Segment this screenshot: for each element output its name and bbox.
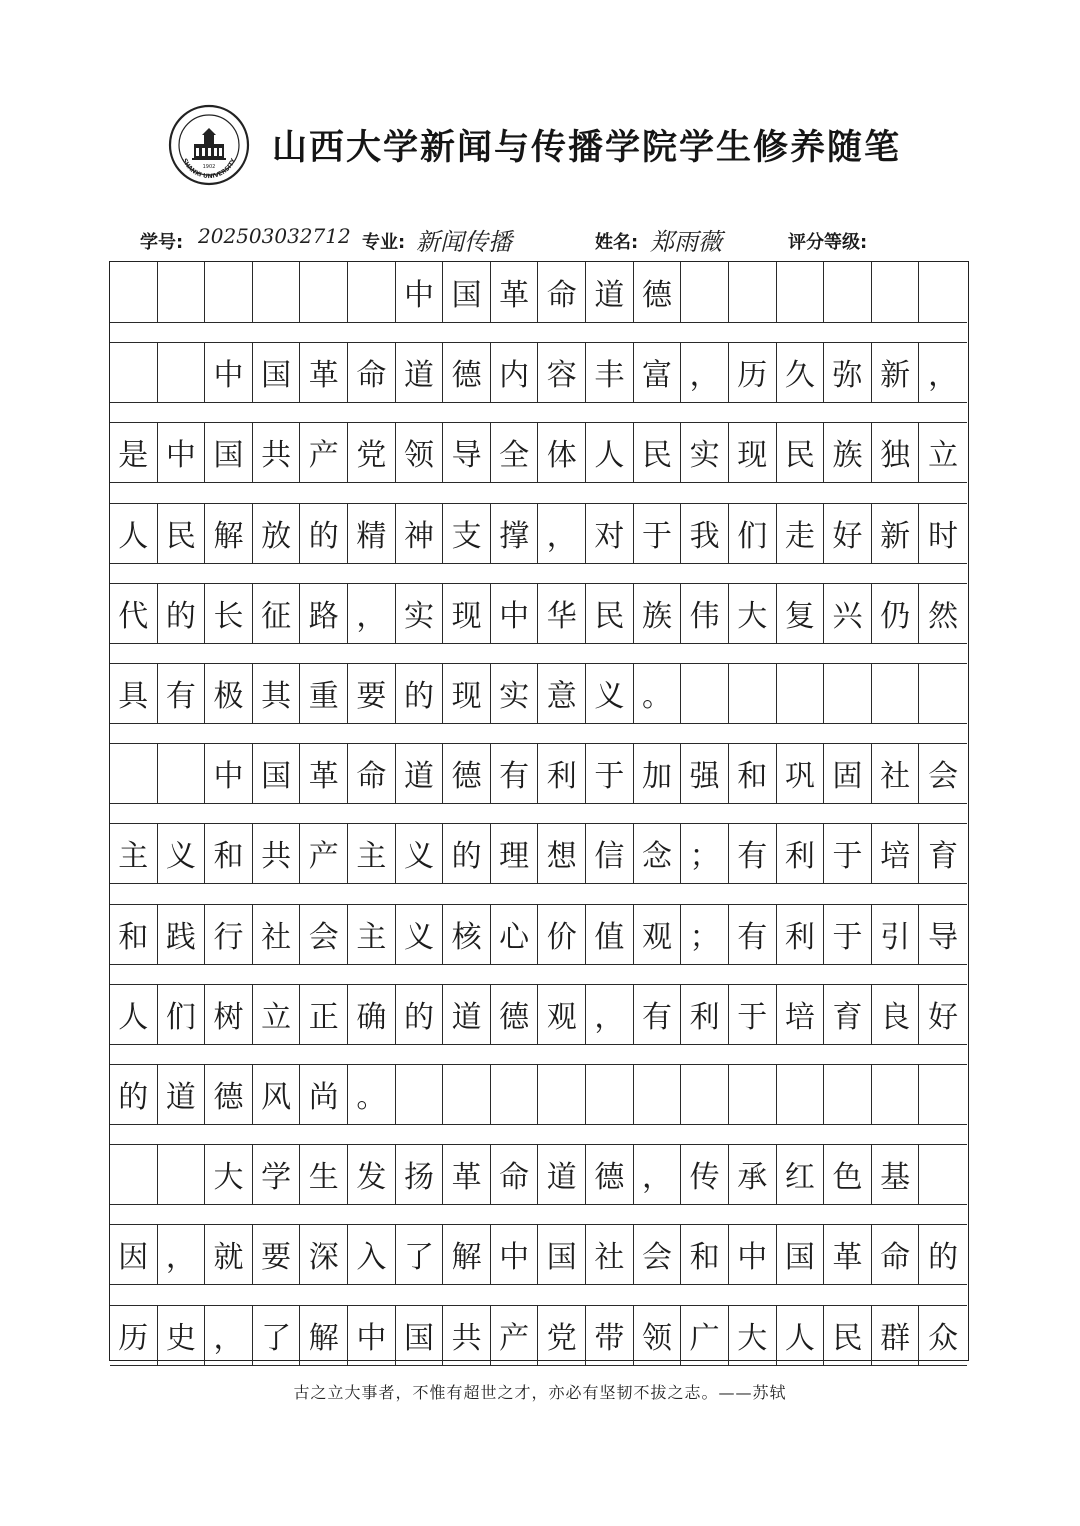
grid-cell: 国 [205, 422, 253, 482]
grid-cell: 于 [824, 823, 872, 883]
grid-cell: 国 [253, 342, 301, 402]
grid-cell [919, 1064, 967, 1124]
grid-row [110, 422, 967, 482]
grid-row [110, 904, 967, 964]
grid-cell: 丰 [586, 342, 634, 402]
grid-cell: 独 [872, 422, 920, 482]
grid-cell [348, 262, 396, 322]
grid-cell: 命 [348, 342, 396, 402]
grid-cell [443, 1064, 491, 1124]
grid-cell [777, 1064, 825, 1124]
grid-cell: 导 [443, 422, 491, 482]
grid-cell: 人 [777, 1305, 825, 1365]
grid-cell [110, 342, 158, 402]
grid-cell: 义 [158, 823, 206, 883]
grid-cell: 革 [300, 342, 348, 402]
grid-cell: 的 [300, 503, 348, 563]
grid-cell [110, 262, 158, 322]
grid-cell: 史 [158, 1305, 206, 1365]
grid-line [110, 1365, 967, 1366]
grid-cell: 发 [348, 1144, 396, 1204]
grid-cell: 解 [205, 503, 253, 563]
grid-cell: 神 [396, 503, 444, 563]
grid-cell: 命 [348, 743, 396, 803]
grid-cell: 重 [300, 663, 348, 723]
grid-cell: 红 [777, 1144, 825, 1204]
grid-cell: 有 [491, 743, 539, 803]
grid-cell: 放 [253, 503, 301, 563]
grid-cell: 实 [491, 663, 539, 723]
grid-cell: 新 [872, 342, 920, 402]
grid-cell [681, 663, 729, 723]
grid-cell: 固 [824, 743, 872, 803]
grid-cell: 和 [110, 904, 158, 964]
grid-cell: 就 [205, 1224, 253, 1284]
grid-cell: 具 [110, 663, 158, 723]
grid-cell: 社 [253, 904, 301, 964]
grid-cell: 加 [634, 743, 682, 803]
grid-cell [158, 743, 206, 803]
grid-cell [110, 1144, 158, 1204]
grid-cell: 华 [539, 583, 587, 643]
grid-cell [158, 1144, 206, 1204]
grid-cell [158, 262, 206, 322]
grid-cell: 共 [253, 823, 301, 883]
grid-cell: 和 [729, 743, 777, 803]
grid-cell [729, 262, 777, 322]
grid-cell: 兴 [824, 583, 872, 643]
grid-cell [205, 262, 253, 322]
grid-cell: 人 [110, 503, 158, 563]
grid-row [110, 1305, 967, 1365]
grid-line [110, 402, 967, 403]
grid-cell: 念 [634, 823, 682, 883]
grid-cell: 民 [777, 422, 825, 482]
grid-cell: 了 [253, 1305, 301, 1365]
grid-row [110, 1064, 967, 1124]
grid-cell: 党 [539, 1305, 587, 1365]
grid-cell: 德 [491, 984, 539, 1044]
grid-cell: 因 [110, 1224, 158, 1284]
grid-cell: 众 [928, 1320, 959, 1356]
grid-cell: 意 [539, 663, 587, 723]
grid-cell: 民 [824, 1305, 872, 1365]
grid-cell: 现 [443, 663, 491, 723]
grid-cell: 行 [205, 904, 253, 964]
seal-text: SHANXI UNIVERSITY [180, 157, 238, 181]
grid-cell: 们 [158, 984, 206, 1044]
grid-cell: 价 [539, 904, 587, 964]
grid-cell: 和 [681, 1224, 729, 1284]
grid-cell: 德 [443, 342, 491, 402]
grid-cell: 会 [928, 759, 959, 795]
grid-cell [872, 262, 920, 322]
grid-cell: 的 [158, 583, 206, 643]
grid-cell: 利 [777, 904, 825, 964]
grid-cell: 色 [824, 1144, 872, 1204]
grid-cell: ； [681, 823, 729, 883]
grid-cell: 德 [443, 743, 491, 803]
grid-cell: 树 [205, 984, 253, 1044]
grid-cell: 于 [824, 904, 872, 964]
grid-cell: 主 [348, 823, 396, 883]
grid-cell: 值 [586, 904, 634, 964]
name-label: 姓名: [595, 232, 639, 253]
major-label: 专业: [362, 232, 406, 253]
grid-cell: 培 [872, 823, 920, 883]
grid-cell: 富 [634, 342, 682, 402]
name-value: 郑雨薇 [650, 228, 722, 256]
grid-cell: 代 [110, 583, 158, 643]
grid-cell [586, 1064, 634, 1124]
grid-cell [158, 342, 206, 402]
grid-cell: 共 [443, 1305, 491, 1365]
grid-cell: 义 [396, 823, 444, 883]
grid-cell: 实 [681, 422, 729, 482]
grid-cell: 立 [253, 984, 301, 1044]
grid-cell: 人 [110, 984, 158, 1044]
grid-cell: 确 [348, 984, 396, 1044]
grid-cell: 义 [396, 904, 444, 964]
grid-cell [634, 1064, 682, 1124]
grid-cell [919, 1144, 967, 1204]
grid-cell: ， [928, 358, 959, 394]
grid-cell: 党 [348, 422, 396, 482]
grid-cell: 利 [777, 823, 825, 883]
grid-cell: 道 [396, 342, 444, 402]
grid-cell: 有 [729, 823, 777, 883]
grid-cell: ， [586, 984, 634, 1044]
grid-cell: 现 [443, 583, 491, 643]
grid-cell: 信 [586, 823, 634, 883]
major-value: 新闻传播 [416, 228, 512, 256]
grid-line [110, 1204, 967, 1205]
grid-cell: 解 [443, 1224, 491, 1284]
grid-cell: 导 [928, 919, 959, 955]
grid-cell: 实 [396, 583, 444, 643]
grid-cell: 新 [872, 503, 920, 563]
grid-cell: 要 [348, 663, 396, 723]
grid-cell: 极 [205, 663, 253, 723]
grid-cell: 历 [110, 1305, 158, 1365]
grid-cell: 产 [300, 823, 348, 883]
grid-cell: 的 [110, 1064, 158, 1124]
grid-cell [824, 663, 872, 723]
grid-row [110, 583, 967, 643]
grid-cell [110, 743, 158, 803]
grid-cell: 大 [205, 1144, 253, 1204]
grid-cell: ， [681, 342, 729, 402]
grid-cell: 生 [300, 1144, 348, 1204]
grid-cell: 族 [634, 583, 682, 643]
grid-cell: 中 [396, 262, 444, 322]
grid-cell: 践 [158, 904, 206, 964]
grid-cell: 支 [443, 503, 491, 563]
grid-cell: 革 [443, 1144, 491, 1204]
grid-cell: 社 [586, 1224, 634, 1284]
grid-line [110, 1284, 967, 1285]
grid-cell: ， [634, 1144, 682, 1204]
grid-cell: 会 [634, 1224, 682, 1284]
grid-line [110, 482, 967, 483]
grid-cell: ， [348, 583, 396, 643]
grid-cell: 人 [586, 422, 634, 482]
grid-cell: 中 [729, 1224, 777, 1284]
grid-cell: 引 [872, 904, 920, 964]
grid-cell: 民 [586, 583, 634, 643]
grid-cell: 中 [348, 1305, 396, 1365]
grid-cell: 于 [634, 503, 682, 563]
grid-cell: 革 [491, 262, 539, 322]
grid-cell: 主 [348, 904, 396, 964]
grid-cell: 入 [348, 1224, 396, 1284]
grid-cell: 国 [443, 262, 491, 322]
grid-cell: 民 [158, 503, 206, 563]
grid-cell: 产 [300, 422, 348, 482]
student-id-label: 学号: [140, 232, 184, 253]
grid-cell: 是 [110, 422, 158, 482]
grid-cell: 命 [872, 1224, 920, 1284]
grid-cell: 征 [253, 583, 301, 643]
grid-cell: 久 [777, 342, 825, 402]
grid-cell: 想 [539, 823, 587, 883]
grid-cell: 学 [253, 1144, 301, 1204]
grid-cell [681, 262, 729, 322]
grid-row [110, 743, 967, 803]
grid-cell: 产 [491, 1305, 539, 1365]
grid-cell: 了 [396, 1224, 444, 1284]
grid-cell: 道 [396, 743, 444, 803]
grid-cell: 社 [872, 743, 920, 803]
grid-cell: 路 [300, 583, 348, 643]
student-info-row [0, 222, 1080, 262]
grid-cell: 现 [729, 422, 777, 482]
grid-cell: 好 [824, 503, 872, 563]
grid-cell: 领 [396, 422, 444, 482]
grid-cell: 然 [928, 598, 959, 634]
grid-cell: 历 [729, 342, 777, 402]
grid-cell: ， [205, 1305, 253, 1365]
grid-cell: ， [539, 503, 587, 563]
grid-row [110, 262, 967, 322]
grid-cell: 有 [158, 663, 206, 723]
grid-line [110, 723, 967, 724]
grid-cell: 会 [300, 904, 348, 964]
grid-cell: 领 [634, 1305, 682, 1365]
grid-cell: 好 [928, 999, 959, 1035]
grid-row [110, 984, 967, 1044]
grid-cell: 解 [300, 1305, 348, 1365]
grid-cell: 容 [539, 342, 587, 402]
grid-cell: 利 [539, 743, 587, 803]
grid-cell: 族 [824, 422, 872, 482]
grid-cell: 伟 [681, 583, 729, 643]
grid-line [110, 964, 967, 965]
grid-cell: 革 [300, 743, 348, 803]
sheet-title: 山西大学新闻与传播学院学生修养随笔 [272, 128, 902, 168]
grid-cell: 我 [681, 503, 729, 563]
grid-cell: 有 [634, 984, 682, 1044]
grid-cell: 中 [491, 583, 539, 643]
grid-cell: 命 [491, 1144, 539, 1204]
grid-line [110, 563, 967, 564]
grid-cell: 长 [205, 583, 253, 643]
grid-cell: 于 [729, 984, 777, 1044]
grid-cell: 尚 [300, 1064, 348, 1124]
grid-cell [919, 663, 967, 723]
grid-cell: 全 [491, 422, 539, 482]
grid-cell: ； [681, 904, 729, 964]
grid-cell [824, 1064, 872, 1124]
grid-cell: 有 [729, 904, 777, 964]
grid-cell: 大 [729, 583, 777, 643]
grid-row [110, 823, 967, 883]
grid-cell: 观 [539, 984, 587, 1044]
grid-cell [777, 663, 825, 723]
grid-cell: 良 [872, 984, 920, 1044]
student-id-value: 202503032712 [198, 224, 351, 248]
grid-line [110, 803, 967, 804]
grid-cell: 其 [253, 663, 301, 723]
grid-cell: 要 [253, 1224, 301, 1284]
grid-cell [300, 262, 348, 322]
grid-cell: 命 [539, 262, 587, 322]
grid-cell: 观 [634, 904, 682, 964]
grid-cell: 传 [681, 1144, 729, 1204]
grid-line [110, 1044, 967, 1045]
grid-cell [919, 262, 967, 322]
grid-cell: 育 [928, 839, 959, 875]
grid-line [110, 643, 967, 644]
grid-cell: 基 [872, 1144, 920, 1204]
grid-row [110, 1224, 967, 1284]
grid-cell: 义 [586, 663, 634, 723]
grid-cell: 的 [396, 663, 444, 723]
grid-cell: 利 [681, 984, 729, 1044]
grid-cell [777, 262, 825, 322]
grid-cell: 的 [928, 1240, 959, 1276]
grid-cell: 扬 [396, 1144, 444, 1204]
grid-row [110, 342, 967, 402]
grid-cell: 立 [928, 438, 959, 474]
grid-cell: 心 [491, 904, 539, 964]
grid-cell: 中 [158, 422, 206, 482]
grid-cell: 中 [205, 342, 253, 402]
grid-cell: 民 [634, 422, 682, 482]
grid-cell: 培 [777, 984, 825, 1044]
grid-cell: 大 [729, 1305, 777, 1365]
seal-year: 1902 [202, 164, 216, 170]
grid-cell: 国 [539, 1224, 587, 1284]
grid-cell: 内 [491, 342, 539, 402]
grid-cell: 群 [872, 1305, 920, 1365]
grid-row [110, 503, 967, 563]
grid-cell: 。 [634, 663, 682, 723]
grid-cell: 承 [729, 1144, 777, 1204]
grid-cell: 体 [539, 422, 587, 482]
grid-cell: 国 [253, 743, 301, 803]
grid-cell: 带 [586, 1305, 634, 1365]
grid-row [110, 1144, 967, 1204]
grid-cell: 革 [824, 1224, 872, 1284]
grid-cell: 复 [777, 583, 825, 643]
grid-cell: 风 [253, 1064, 301, 1124]
grid-cell: 时 [928, 518, 959, 554]
grid-cell: ， [158, 1224, 206, 1284]
grid-line [110, 883, 967, 884]
grid-cell: 中 [491, 1224, 539, 1284]
grid-cell [824, 262, 872, 322]
grid-cell [253, 262, 301, 322]
grid-line [110, 1124, 967, 1125]
grid-cell: 们 [729, 503, 777, 563]
grid-cell: 中 [205, 743, 253, 803]
grid-cell: 。 [348, 1064, 396, 1124]
grid-cell: 于 [586, 743, 634, 803]
grid-cell: 道 [539, 1144, 587, 1204]
grid-cell: 核 [443, 904, 491, 964]
grid-cell [491, 1064, 539, 1124]
grid-cell: 主 [110, 823, 158, 883]
grid-cell: 撑 [491, 503, 539, 563]
grid-cell: 育 [824, 984, 872, 1044]
grid-cell: 的 [443, 823, 491, 883]
grid-cell: 道 [158, 1064, 206, 1124]
grid-cell: 精 [348, 503, 396, 563]
university-seal-icon [168, 104, 250, 186]
grid-cell: 深 [300, 1224, 348, 1284]
grid-cell: 理 [491, 823, 539, 883]
grid-cell [539, 1064, 587, 1124]
grid-cell: 道 [586, 262, 634, 322]
grid-cell: 强 [681, 743, 729, 803]
grid-cell: 国 [396, 1305, 444, 1365]
grid-cell: 德 [586, 1144, 634, 1204]
grid-row [110, 663, 967, 723]
grid-cell: 共 [253, 422, 301, 482]
grid-cell [872, 1064, 920, 1124]
grid-cell: 的 [396, 984, 444, 1044]
grid-cell: 国 [777, 1224, 825, 1284]
grid-cell: 仍 [872, 583, 920, 643]
grid-cell [681, 1064, 729, 1124]
grid-cell: 正 [300, 984, 348, 1044]
writing-grid [109, 261, 969, 1361]
grid-cell: 对 [586, 503, 634, 563]
grid-cell: 弥 [824, 342, 872, 402]
grid-cell [729, 1064, 777, 1124]
grid-cell: 和 [205, 823, 253, 883]
grid-cell: 德 [634, 262, 682, 322]
grid-line [110, 322, 967, 323]
grid-cell [729, 663, 777, 723]
grid-cell: 德 [205, 1064, 253, 1124]
grid-cell: 巩 [777, 743, 825, 803]
grid-cell [872, 663, 920, 723]
grid-cell: 走 [777, 503, 825, 563]
footer-motto: 古之立大事者，不惟有超世之才，亦必有坚韧不拔之志。——苏轼 [293, 1383, 787, 1402]
grade-label: 评分等级: [788, 232, 868, 253]
grid-cell: 广 [681, 1305, 729, 1365]
grid-cell [396, 1064, 444, 1124]
grid-cell: 道 [443, 984, 491, 1044]
